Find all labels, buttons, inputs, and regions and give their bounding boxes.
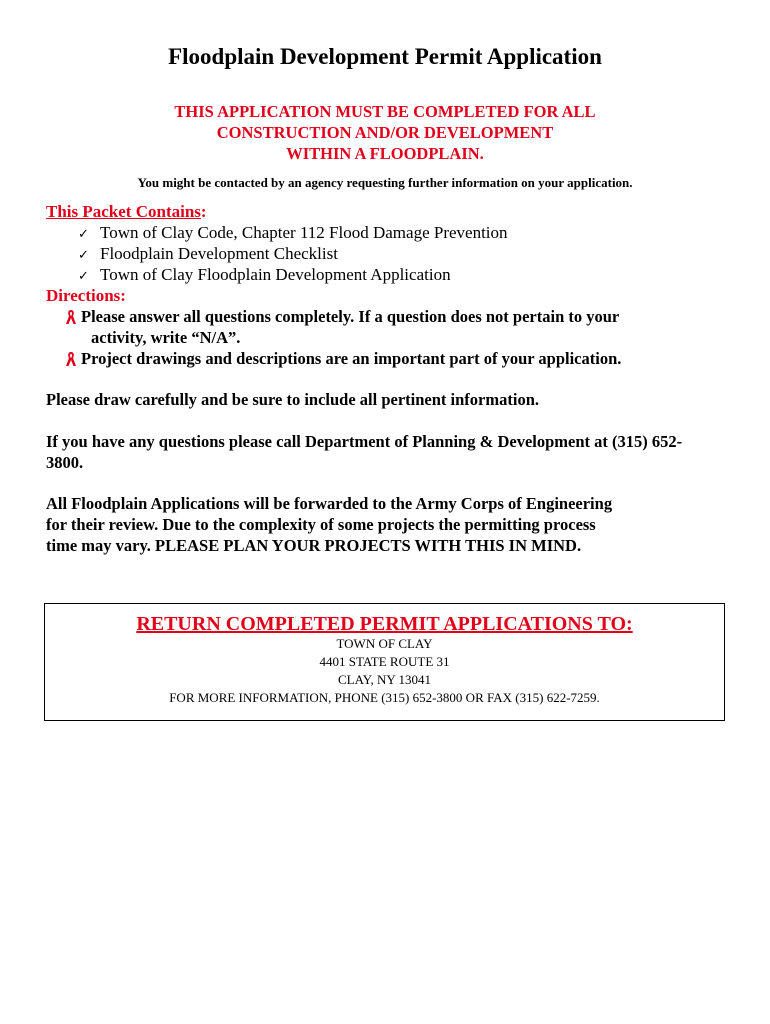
list-item [64,306,621,348]
draw-carefully-note [46,389,736,410]
army-corps-paragraph [46,493,736,556]
directions-list [64,306,621,369]
list-item-label: Town of Clay Floodplain Development Application [100,265,451,284]
direction-text-line: Project drawings and descriptions are an important part of your application. [81,349,622,368]
direction-text-line: Please answer all questions completely. If a question does not pertain to your [81,307,620,326]
list-item [78,243,508,264]
address-line: TOWN OF CLAY [336,636,433,651]
address-line: CLAY, NY 13041 [337,672,432,687]
list-item [78,222,508,243]
ribbon-icon [64,351,78,367]
contact-phone-fax-line: FOR MORE INFORMATION, PHONE (315) 652-3800 OR FAX (315) 622-7259. [169,690,600,705]
paragraph-line: for their review. Due to the complexity of some projects the permitting process [46,515,596,534]
ribbon-icon [64,309,78,325]
checkmark-icon: ✓ [78,248,89,263]
completion-warning [0,101,770,164]
warning-line: WITHIN A FLOODPLAIN. [286,144,484,163]
directions-heading: Directions: [46,286,126,305]
packet-contents-list [78,222,508,285]
warning-line: THIS APPLICATION MUST BE COMPLETED FOR ALL [174,102,596,121]
return-heading: RETURN COMPLETED PERMIT APPLICATIONS TO: [136,613,633,635]
paragraph-line: Please draw carefully and be sure to include all pertinent information. [46,390,539,409]
paragraph-line: time may vary. PLEASE PLAN YOUR PROJECTS WITH THIS IN MIND. [46,536,582,555]
page-title: Floodplain Development Permit Application [168,44,602,69]
paragraph-line: All Floodplain Applications will be forwarded to the Army Corps of Engineering [46,494,613,513]
packet-heading-colon: : [200,202,207,221]
warning-line: CONSTRUCTION AND/OR DEVELOPMENT [216,123,554,142]
return-address [45,635,724,707]
packet-heading-text: This Packet Contains [46,202,201,221]
list-item-label: Floodplain Development Checklist [100,244,338,263]
packet-contents-heading [46,201,207,222]
paragraph-line: 3800. [46,453,84,472]
address-line: 4401 STATE ROUTE 31 [319,654,450,669]
checkmark-icon: ✓ [78,269,89,284]
list-item-label: Town of Clay Code, Chapter 112 Flood Damage Prevention [100,223,508,242]
paragraph-line: If you have any questions please call Department of Planning & Development at (315) 652- [46,432,683,451]
direction-text-line: activity, write “N/A”. [91,328,241,347]
list-item [78,264,508,285]
list-item [64,348,621,369]
return-address-box [44,603,725,721]
contact-note: You might be contacted by an agency requesting further information on your application. [137,175,633,190]
checkmark-icon: ✓ [78,227,89,242]
questions-contact-paragraph [46,431,736,473]
